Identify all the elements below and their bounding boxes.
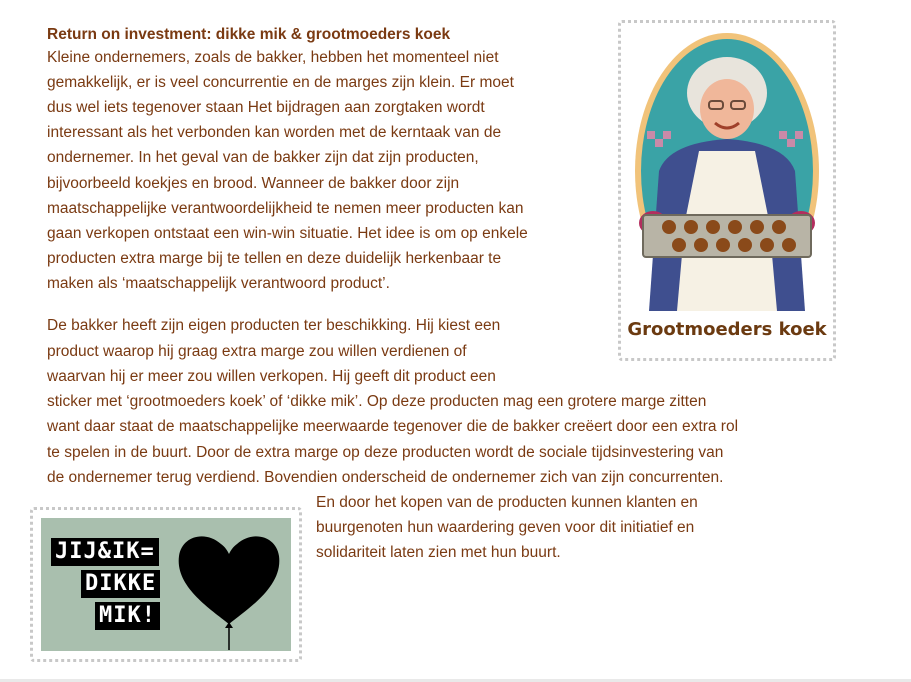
- logo-line-3: MIK!: [95, 602, 160, 630]
- text-line: maatschappelijke verantwoordelijkheid te nemen meer producten kan: [47, 200, 524, 217]
- text-line: producten extra marge bij te tellen en deze duidelijk herkenbaar te: [47, 250, 502, 267]
- logo-line-1: JIJ&IK=: [51, 538, 159, 566]
- logo-line-2: DIKKE: [81, 570, 160, 598]
- text-line: ondernemer. In het geval van de bakker zijn dat zijn producten,: [47, 149, 479, 166]
- text-line: want daar staat de maatschappelijke meerwaarde tegenover die de bakker creëert door een extra rol: [47, 418, 739, 435]
- grootmoeder-image: [629, 31, 825, 316]
- grootmoeder-illustration: [629, 31, 825, 316]
- heart-balloon-icon: [169, 518, 289, 651]
- text-line: product waarop hij graag extra marge zou willen verdienen of: [47, 343, 467, 360]
- dikke-mik-background: [41, 518, 291, 651]
- text-line: Kleine ondernemers, zoals de bakker, hebben het momenteel niet: [47, 49, 499, 66]
- grootmoeders-koek-stamp: [618, 20, 836, 361]
- text-line: maken als ‘maatschappelijk verantwoord product’.: [47, 275, 390, 292]
- stamp-caption: Grootmoeders koek: [627, 319, 827, 340]
- text-line: bijvoorbeeld koekjes en brood. Wanneer de bakker door zijn: [47, 175, 460, 192]
- dikke-mik-stamp: [30, 507, 302, 662]
- text-line: solidariteit laten zien met hun buurt.: [316, 544, 561, 561]
- text-line: de ondernemer terug verdiend. Bovendien onderscheid de ondernemer zich van zijn concurrenten.: [47, 469, 724, 486]
- text-line: sticker met ‘grootmoeders koek’ of ‘dikke mik’. Op deze producten mag een grotere marge zitten: [47, 393, 707, 410]
- text-line: buurgenoten hun waardering geven voor dit initiatief en: [316, 519, 695, 536]
- text-line: gemakkelijk, er is veel concurrentie en de marges zijn klein. Er moet: [47, 74, 514, 91]
- text-line: te spelen in de buurt. Door de extra marge op deze producten wordt de sociale tijdsinvestering van: [47, 444, 724, 461]
- text-line: waarvan hij er meer zou willen verkopen. Hij geeft dit product een: [47, 368, 496, 385]
- text-line: En door het kopen van de producten kunnen klanten en: [316, 494, 698, 511]
- text-line: gaan verkopen ontstaat een win-win situatie. Het idee is om op enkele: [47, 225, 528, 242]
- text-line: interessant als het verbonden kan worden met de kerntaak van de: [47, 124, 502, 141]
- text-line: De bakker heeft zijn eigen producten ter beschikking. Hij kiest een: [47, 317, 501, 334]
- article-title: Return on investment: dikke mik & grootmoeders koek: [47, 26, 451, 43]
- text-line: dus wel iets tegenover staan Het bijdragen aan zorgtaken wordt: [47, 99, 485, 116]
